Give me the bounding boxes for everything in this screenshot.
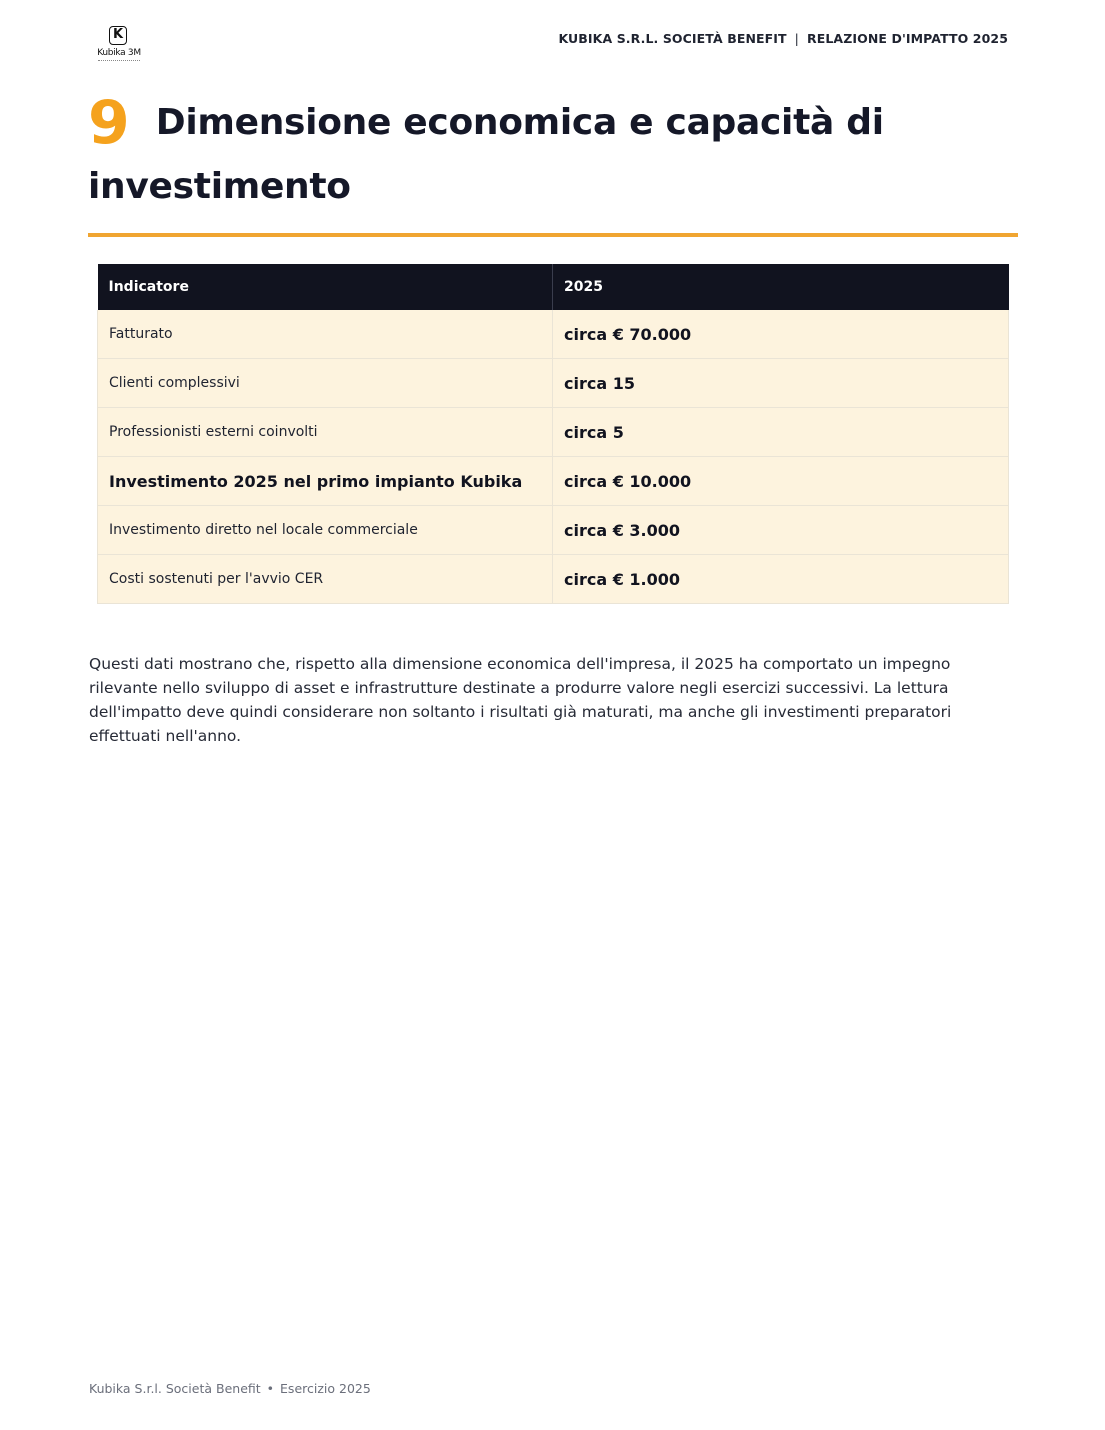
logo-underline <box>98 60 140 63</box>
header-company: KUBIKA S.R.L. SOCIETÀ BENEFIT <box>558 31 787 46</box>
footer-company: Kubika S.r.l. Società Benefit <box>89 1381 261 1396</box>
column-header-year: 2025 <box>553 264 1009 310</box>
value-cell: circa 5 <box>553 408 1009 457</box>
header-report: RELAZIONE D'IMPATTO 2025 <box>806 31 1008 46</box>
table-row <box>98 457 1009 506</box>
title-underline <box>88 233 1018 237</box>
value-cell: circa € 70.000 <box>553 310 1009 359</box>
indicator-cell: Professionisti esterni coinvolti <box>98 408 553 457</box>
column-header-indicator: Indicatore <box>98 264 553 310</box>
page-footer <box>89 1381 371 1396</box>
footer-period: Esercizio 2025 <box>280 1381 371 1396</box>
footer-bullet: • <box>266 1381 275 1396</box>
section-heading <box>88 88 1023 218</box>
table-row <box>98 359 1009 408</box>
indicators-table <box>97 264 1009 604</box>
value-cell: circa € 1.000 <box>553 555 1009 604</box>
logo-wordmark: Kubika 3M <box>97 48 141 58</box>
table-header-row <box>98 264 1009 310</box>
section-title: Dimensione economica e capacità di investimento <box>88 102 884 207</box>
company-logo <box>96 26 142 66</box>
value-cell: circa € 10.000 <box>553 457 1009 506</box>
value-cell: circa € 3.000 <box>553 506 1009 555</box>
indicator-cell: Investimento 2025 nel primo impianto Kubika <box>98 457 553 506</box>
logo-k-mark: K <box>109 26 127 45</box>
table-row <box>98 310 1009 359</box>
indicator-cell: Fatturato <box>98 310 553 359</box>
indicator-cell: Costi sostenuti per l'avvio CER <box>98 555 553 604</box>
indicator-cell: Investimento diretto nel locale commerciale <box>98 506 553 555</box>
indicator-cell: Clienti complessivi <box>98 359 553 408</box>
running-header <box>558 31 1008 46</box>
value-cell: circa 15 <box>553 359 1009 408</box>
section-number: 9 <box>88 88 130 158</box>
header-separator: | <box>794 31 799 46</box>
table-row <box>98 555 1009 604</box>
table-row <box>98 506 1009 555</box>
table-row <box>98 408 1009 457</box>
body-paragraph: Questi dati mostrano che, rispetto alla dimensione economica dell'impresa, il 2025 ha comportato un impegno rilevante nello sviluppo di asset e infrastrutture destinate a produrre valore negli esercizi successivi. La lettura dell'impatto deve quindi considerare non soltanto i risultati già maturati, ma anche gli investimenti preparatori effettuati nell'anno. <box>89 654 952 745</box>
